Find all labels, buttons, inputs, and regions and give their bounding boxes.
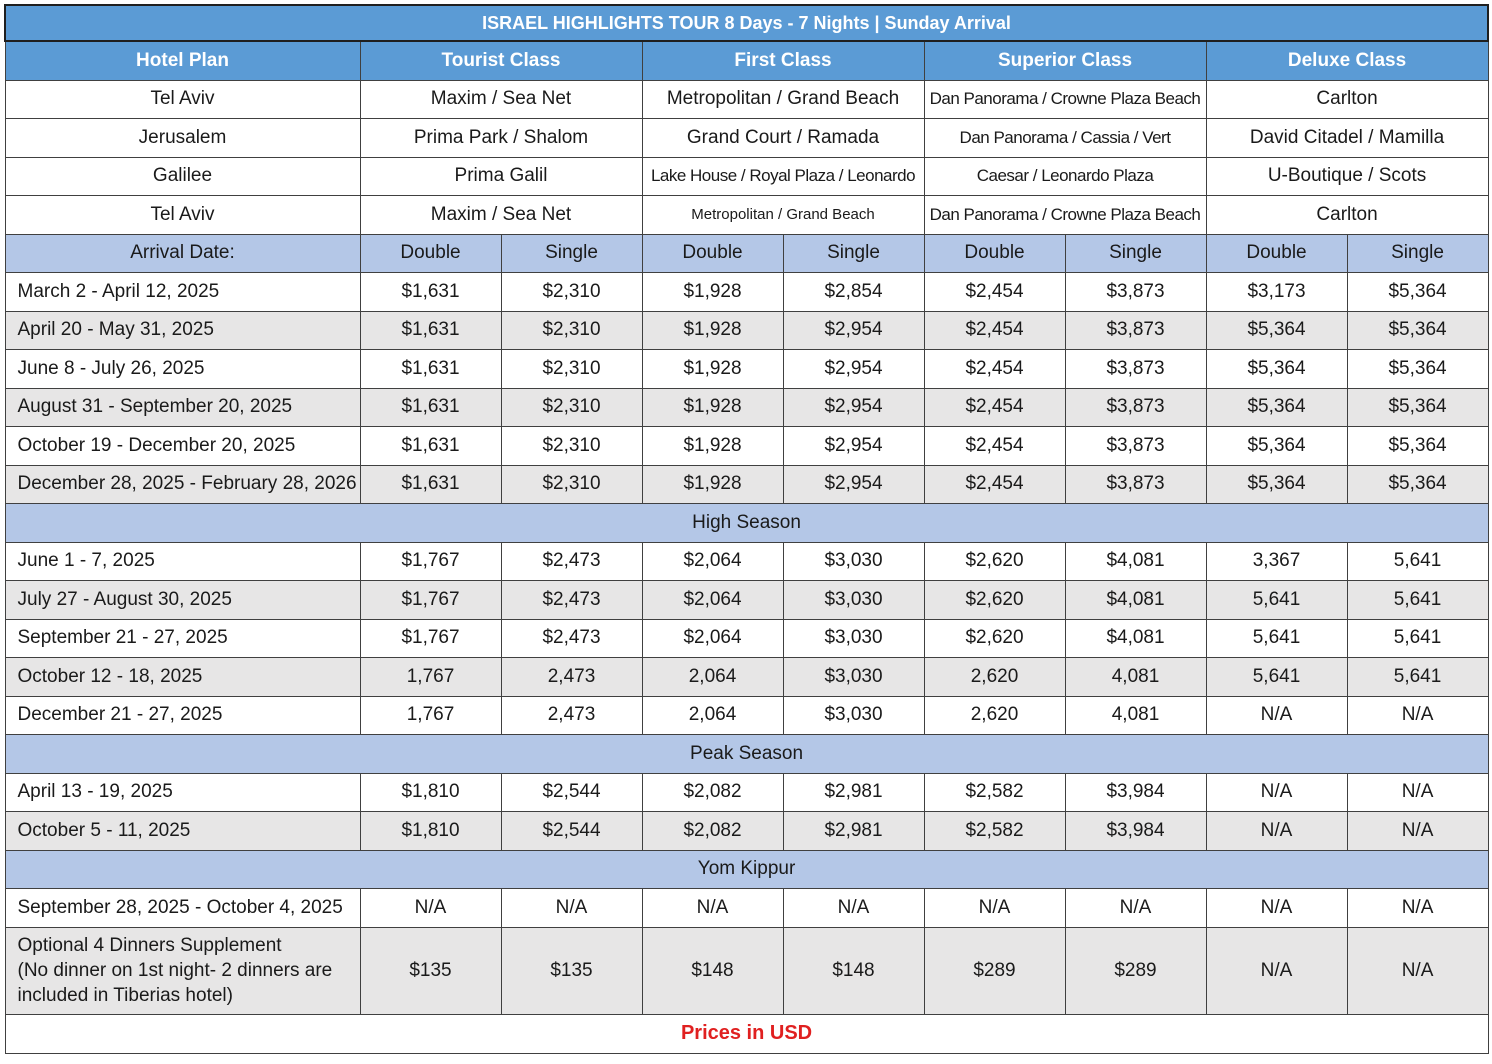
price-cell: $2,473 <box>501 542 642 581</box>
price-cell: $2,473 <box>501 581 642 620</box>
price-cell: $3,873 <box>1065 273 1206 312</box>
price-cell: $5,364 <box>1206 350 1347 389</box>
arrival-date: July 27 - August 30, 2025 <box>5 581 360 620</box>
arrival-date: March 2 - April 12, 2025 <box>5 273 360 312</box>
hotel-first: Metropolitan / Grand Beach <box>642 80 924 119</box>
hotel-superior: Caesar / Leonardo Plaza <box>924 157 1206 196</box>
price-cell: 2,064 <box>642 696 783 735</box>
price-cell: $3,030 <box>783 581 924 620</box>
arrival-date: September 21 - 27, 2025 <box>5 619 360 658</box>
price-cell: $2,954 <box>783 350 924 389</box>
price-cell: $2,954 <box>783 388 924 427</box>
price-cell: $148 <box>642 927 783 1014</box>
price-cell: $3,173 <box>1206 273 1347 312</box>
price-cell: N/A <box>1206 696 1347 735</box>
title-row <box>5 5 1488 41</box>
price-cell: N/A <box>1206 812 1347 851</box>
hotel-tourist: Prima Park / Shalom <box>360 119 642 158</box>
price-cell: $4,081 <box>1065 619 1206 658</box>
single-header: Single <box>783 234 924 273</box>
price-cell: $1,631 <box>360 427 501 466</box>
hotel-row <box>5 196 1488 235</box>
arrival-date: December 28, 2025 - February 28, 2026 <box>5 465 360 504</box>
dinner-supplement-line: (No dinner on 1st night- 2 dinners are <box>17 960 333 981</box>
price-cell: $5,364 <box>1206 388 1347 427</box>
currency-note: Prices in USD <box>5 1014 1488 1053</box>
hotel-city: Jerusalem <box>5 119 360 158</box>
price-cell: 2,620 <box>924 658 1065 697</box>
price-cell: $2,454 <box>924 465 1065 504</box>
price-cell: 5,641 <box>1347 542 1488 581</box>
price-cell: $289 <box>1065 927 1206 1014</box>
dinner-supplement-line: Optional 4 Dinners Supplement <box>17 935 282 956</box>
price-cell: $5,364 <box>1206 427 1347 466</box>
price-cell: $5,364 <box>1206 465 1347 504</box>
price-cell: $5,364 <box>1206 311 1347 350</box>
price-cell: $1,631 <box>360 350 501 389</box>
arrival-date: August 31 - September 20, 2025 <box>5 388 360 427</box>
hotel-superior: Dan Panorama / Crowne Plaza Beach <box>924 196 1206 235</box>
hotel-tourist: Prima Galil <box>360 157 642 196</box>
price-cell: N/A <box>1065 889 1206 928</box>
arrival-date: October 19 - December 20, 2025 <box>5 427 360 466</box>
price-cell: $3,873 <box>1065 388 1206 427</box>
hotel-row <box>5 80 1488 119</box>
price-cell: $2,064 <box>642 581 783 620</box>
price-cell: $135 <box>501 927 642 1014</box>
price-cell: $1,631 <box>360 273 501 312</box>
price-cell: $2,454 <box>924 427 1065 466</box>
arrival-date: December 21 - 27, 2025 <box>5 696 360 735</box>
price-row <box>5 388 1488 427</box>
price-cell: $2,064 <box>642 542 783 581</box>
double-header: Double <box>924 234 1065 273</box>
season-header-row <box>5 850 1488 889</box>
single-header: Single <box>501 234 642 273</box>
price-cell: N/A <box>924 889 1065 928</box>
price-cell: 5,641 <box>1347 619 1488 658</box>
price-cell: $1,928 <box>642 388 783 427</box>
price-cell: 4,081 <box>1065 658 1206 697</box>
price-cell: $1,810 <box>360 812 501 851</box>
price-cell: N/A <box>1347 812 1488 851</box>
price-cell: $5,364 <box>1347 427 1488 466</box>
price-cell: $1,767 <box>360 542 501 581</box>
price-row <box>5 350 1488 389</box>
season-label: High Season <box>5 504 1488 543</box>
price-cell: $5,364 <box>1347 465 1488 504</box>
price-cell: $3,873 <box>1065 465 1206 504</box>
price-cell: $1,928 <box>642 427 783 466</box>
hotel-deluxe: U-Boutique / Scots <box>1206 157 1488 196</box>
dinner-supplement-label <box>5 927 360 1014</box>
header-hotel-plan: Hotel Plan <box>5 41 360 80</box>
hotel-deluxe: Carlton <box>1206 80 1488 119</box>
header-tourist-class: Tourist Class <box>360 41 642 80</box>
arrival-date-header: Arrival Date: <box>5 234 360 273</box>
price-row <box>5 619 1488 658</box>
price-row <box>5 465 1488 504</box>
hotel-first: Lake House / Royal Plaza / Leonardo <box>642 157 924 196</box>
price-cell: $1,631 <box>360 311 501 350</box>
price-cell: $2,981 <box>783 812 924 851</box>
price-cell: $2,454 <box>924 350 1065 389</box>
hotel-first: Metropolitan / Grand Beach <box>642 196 924 235</box>
price-cell: $1,928 <box>642 350 783 389</box>
price-cell: $2,310 <box>501 388 642 427</box>
price-cell: $2,544 <box>501 773 642 812</box>
price-cell: $2,620 <box>924 581 1065 620</box>
arrival-date: April 13 - 19, 2025 <box>5 773 360 812</box>
price-cell: $3,984 <box>1065 812 1206 851</box>
arrival-date: June 1 - 7, 2025 <box>5 542 360 581</box>
hotel-city: Galilee <box>5 157 360 196</box>
price-cell: $1,767 <box>360 619 501 658</box>
price-cell: 4,081 <box>1065 696 1206 735</box>
price-cell: $2,582 <box>924 812 1065 851</box>
price-cell: $1,928 <box>642 273 783 312</box>
price-cell: $2,454 <box>924 311 1065 350</box>
hotel-first: Grand Court / Ramada <box>642 119 924 158</box>
price-cell: $2,082 <box>642 812 783 851</box>
price-cell: $2,082 <box>642 773 783 812</box>
price-row <box>5 311 1488 350</box>
price-cell: N/A <box>1206 889 1347 928</box>
hotel-superior: Dan Panorama / Cassia / Vert <box>924 119 1206 158</box>
price-cell: $3,030 <box>783 542 924 581</box>
price-row <box>5 542 1488 581</box>
single-header: Single <box>1347 234 1488 273</box>
hotel-deluxe: Carlton <box>1206 196 1488 235</box>
hotel-city: Tel Aviv <box>5 80 360 119</box>
hotel-city: Tel Aviv <box>5 196 360 235</box>
header-first-class: First Class <box>642 41 924 80</box>
price-row <box>5 581 1488 620</box>
price-cell: $5,364 <box>1347 273 1488 312</box>
price-cell: $2,582 <box>924 773 1065 812</box>
double-header: Double <box>642 234 783 273</box>
price-row <box>5 696 1488 735</box>
price-row <box>5 427 1488 466</box>
arrival-date: June 8 - July 26, 2025 <box>5 350 360 389</box>
price-cell: 2,064 <box>642 658 783 697</box>
price-cell: $2,310 <box>501 311 642 350</box>
price-cell: $5,364 <box>1347 350 1488 389</box>
price-cell: $1,810 <box>360 773 501 812</box>
price-cell: N/A <box>1347 773 1488 812</box>
price-cell: $1,631 <box>360 388 501 427</box>
season-label: Peak Season <box>5 735 1488 774</box>
hotel-row <box>5 157 1488 196</box>
arrival-date: October 5 - 11, 2025 <box>5 812 360 851</box>
price-cell: N/A <box>1347 927 1488 1014</box>
price-cell: 3,367 <box>1206 542 1347 581</box>
price-cell: 2,620 <box>924 696 1065 735</box>
price-cell: $2,854 <box>783 273 924 312</box>
price-row <box>5 658 1488 697</box>
price-cell: 2,473 <box>501 696 642 735</box>
price-cell: 5,641 <box>1206 619 1347 658</box>
season-label: Yom Kippur <box>5 850 1488 889</box>
price-cell: $3,984 <box>1065 773 1206 812</box>
season-header-row <box>5 504 1488 543</box>
price-cell: 5,641 <box>1206 658 1347 697</box>
price-cell: 5,641 <box>1206 581 1347 620</box>
price-cell: 2,473 <box>501 658 642 697</box>
price-cell: $3,030 <box>783 619 924 658</box>
tour-title: ISRAEL HIGHLIGHTS TOUR 8 Days - 7 Nights | Sunday Arrival <box>5 5 1488 41</box>
price-cell: $3,873 <box>1065 311 1206 350</box>
price-cell: $1,928 <box>642 465 783 504</box>
price-cell: $2,544 <box>501 812 642 851</box>
price-cell: $2,454 <box>924 388 1065 427</box>
price-cell: $2,310 <box>501 350 642 389</box>
price-cell: N/A <box>1206 927 1347 1014</box>
price-row <box>5 273 1488 312</box>
price-cell: $2,954 <box>783 311 924 350</box>
price-cell: N/A <box>642 889 783 928</box>
price-cell: 5,641 <box>1347 581 1488 620</box>
hotel-deluxe: David Citadel / Mamilla <box>1206 119 1488 158</box>
price-cell: N/A <box>783 889 924 928</box>
price-cell: $2,064 <box>642 619 783 658</box>
arrival-date: April 20 - May 31, 2025 <box>5 311 360 350</box>
price-cell: $3,030 <box>783 658 924 697</box>
price-cell: $289 <box>924 927 1065 1014</box>
hotel-tourist: Maxim / Sea Net <box>360 196 642 235</box>
price-cell: $2,981 <box>783 773 924 812</box>
price-cell: $2,310 <box>501 427 642 466</box>
price-cell: $2,954 <box>783 465 924 504</box>
price-cell: $5,364 <box>1347 388 1488 427</box>
price-cell: $3,030 <box>783 696 924 735</box>
header-deluxe-class: Deluxe Class <box>1206 41 1488 80</box>
price-cell: $2,620 <box>924 542 1065 581</box>
price-cell: $2,954 <box>783 427 924 466</box>
price-row <box>5 889 1488 928</box>
price-cell: $2,310 <box>501 465 642 504</box>
hotel-row <box>5 119 1488 158</box>
footer-row <box>5 1014 1488 1053</box>
class-header-row <box>5 41 1488 80</box>
arrival-date: October 12 - 18, 2025 <box>5 658 360 697</box>
price-cell: $4,081 <box>1065 542 1206 581</box>
price-cell: $5,364 <box>1347 311 1488 350</box>
price-cell: N/A <box>1206 773 1347 812</box>
price-cell: N/A <box>1347 696 1488 735</box>
room-type-header-row <box>5 234 1488 273</box>
hotel-superior: Dan Panorama / Crowne Plaza Beach <box>924 80 1206 119</box>
price-cell: $4,081 <box>1065 581 1206 620</box>
price-cell: $1,928 <box>642 311 783 350</box>
price-cell: 5,641 <box>1347 658 1488 697</box>
price-cell: $2,454 <box>924 273 1065 312</box>
price-cell: $2,620 <box>924 619 1065 658</box>
season-header-row <box>5 735 1488 774</box>
price-cell: N/A <box>360 889 501 928</box>
price-cell: $148 <box>783 927 924 1014</box>
price-table <box>4 4 1489 1054</box>
price-row <box>5 812 1488 851</box>
price-cell: $135 <box>360 927 501 1014</box>
dinner-supplement-line: included in Tiberias hotel) <box>17 985 233 1006</box>
price-cell: N/A <box>1347 889 1488 928</box>
price-cell: $3,873 <box>1065 350 1206 389</box>
price-cell: $3,873 <box>1065 427 1206 466</box>
price-cell: N/A <box>501 889 642 928</box>
dinner-supplement-row <box>5 927 1488 1014</box>
price-cell: 1,767 <box>360 658 501 697</box>
arrival-date: September 28, 2025 - October 4, 2025 <box>5 889 360 928</box>
price-cell: $2,473 <box>501 619 642 658</box>
double-header: Double <box>1206 234 1347 273</box>
price-row <box>5 773 1488 812</box>
single-header: Single <box>1065 234 1206 273</box>
price-cell: 1,767 <box>360 696 501 735</box>
header-superior-class: Superior Class <box>924 41 1206 80</box>
price-cell: $2,310 <box>501 273 642 312</box>
price-cell: $1,631 <box>360 465 501 504</box>
hotel-tourist: Maxim / Sea Net <box>360 80 642 119</box>
double-header: Double <box>360 234 501 273</box>
price-cell: $1,767 <box>360 581 501 620</box>
